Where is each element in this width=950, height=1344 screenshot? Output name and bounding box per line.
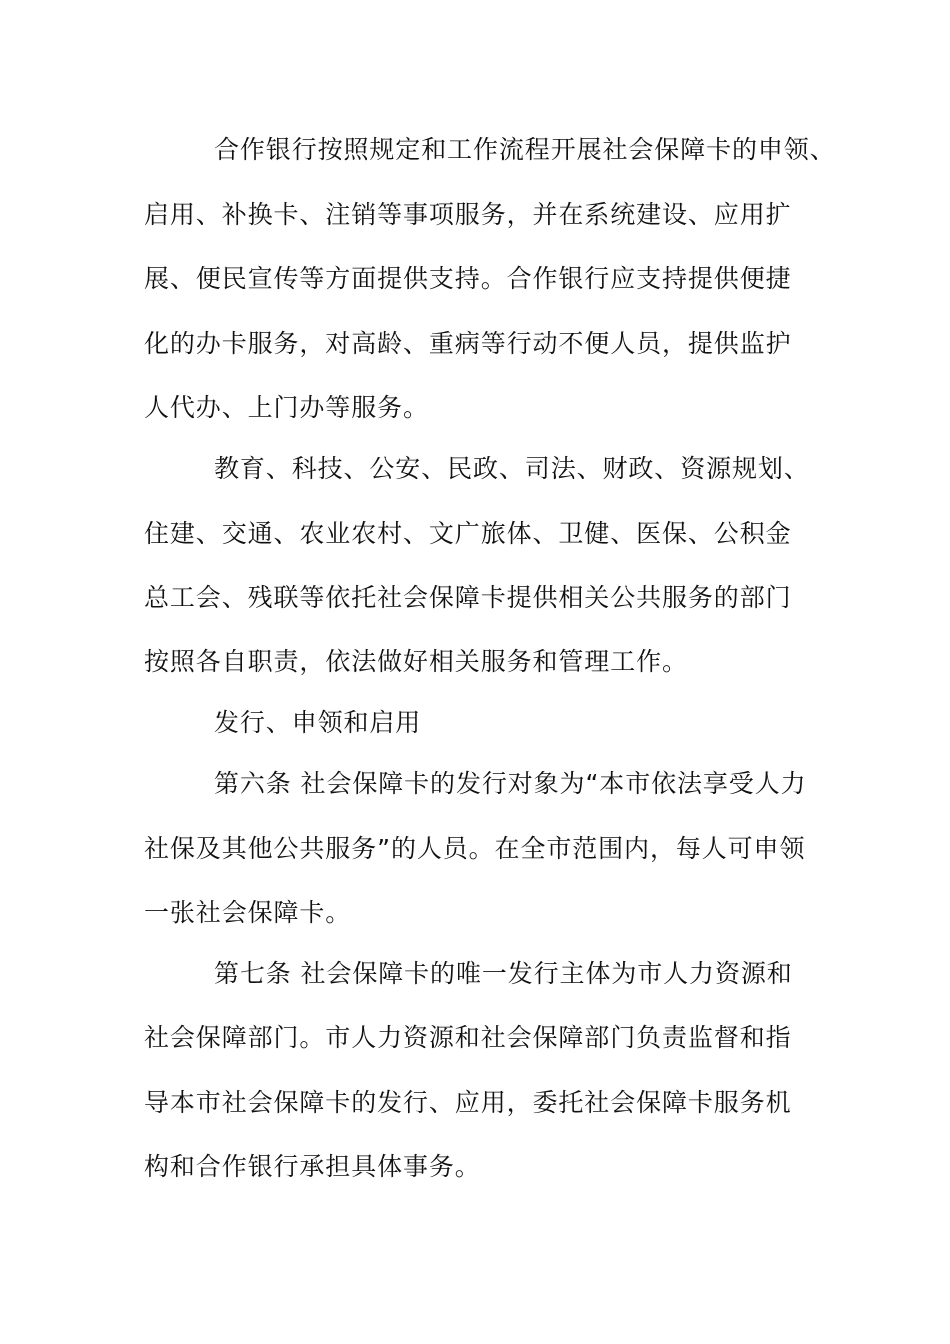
text-line: 第六条 社会保障卡的发行对象为“本市依法享受人力 [214,769,807,798]
text-line: 人代办、上门办等服务。 [144,393,429,422]
text-line: 住建、交通、农业农村、文广旅体、卫健、医保、公积金 [144,519,792,548]
section-heading: 发行、申领和启用 [214,708,422,737]
text-line: 导本市社会保障卡的发行、应用，委托社会保障卡服务机 [144,1088,792,1117]
text-line: 按照各自职责，依法做好相关服务和管理工作。 [144,647,688,676]
text-line: 社会保障部门。市人力资源和社会保障部门负责监督和指 [144,1023,792,1052]
text-line: 一张社会保障卡。 [144,898,352,927]
text-line: 第七条 社会保障卡的唯一发行主体为市人力资源和 [214,959,793,988]
text-line: 教育、科技、公安、民政、司法、财政、资源规划、 [214,454,810,483]
text-line: 化的办卡服务，对高龄、重病等行动不便人员，提供监护 [144,329,792,358]
text-line: 社保及其他公共服务”的人员。在全市范围内，每人可申领 [144,834,806,863]
text-line: 总工会、残联等依托社会保障卡提供相关公共服务的部门 [144,583,792,612]
text-line: 构和合作银行承担具体事务。 [144,1152,481,1181]
text-line: 合作银行按照规定和工作流程开展社会保障卡的申领、 [214,135,836,164]
text-line: 展、便民宣传等方面提供支持。合作银行应支持提供便捷 [144,264,792,293]
text-line: 启用、补换卡、注销等事项服务，并在系统建设、应用扩 [144,200,792,229]
